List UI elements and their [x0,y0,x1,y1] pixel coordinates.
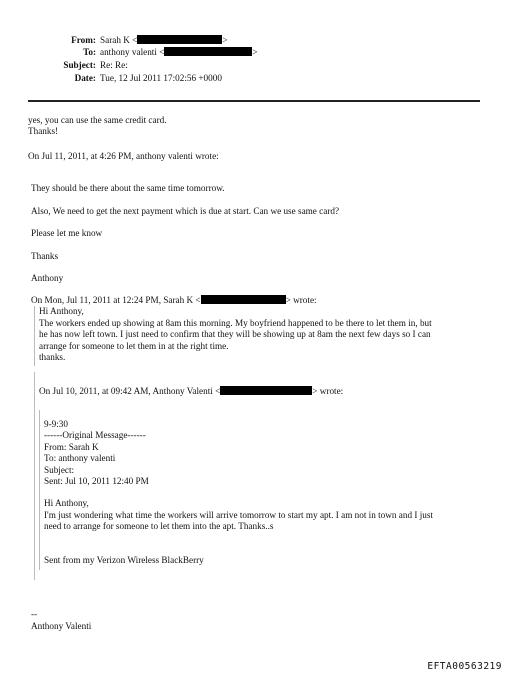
original-to: To: anthony valenti [44,453,116,463]
header-divider [28,100,480,102]
quote-body-line: The workers ended up showing at 8am this morning. My boyfriend happened to be there to let them in, but [39,318,432,328]
from-field [100,35,228,46]
original-from: From: Sarah K [44,442,99,452]
quote-paragraph: Also, We need to get the next payment which is due at start. Can we use same card? [31,206,340,216]
attribution-start: On Mon, Jul 11, 2011 at 12:24 PM, Sarah K < [31,295,201,305]
document-id: EFTA00563219 [427,661,502,672]
attribution-end: > wrote: [312,386,344,396]
signature-dashes: -- [31,609,38,619]
from-value: Sarah K < [100,35,138,45]
quote-body-line: arrange for someone to let them in at the right time. [39,341,229,351]
subject-value: Re: Re: [100,60,128,70]
redaction-box [164,47,252,56]
quote-greeting: Hi Anthony, [39,306,84,316]
quote-attribution [39,386,343,397]
signature-name: Anthony Valenti [31,621,92,631]
reply-line: Thanks! [28,126,59,136]
quote-body-line: I'm just wondering what time the workers will arrive tomorrow to start my apt. I am not in town and I just [44,510,433,520]
quote-bar [34,372,35,580]
redaction-box [137,35,222,44]
quote-paragraph: Thanks [31,251,59,261]
quote-attribution: On Jul 11, 2011, at 4:26 PM, anthony valenti wrote: [28,151,219,161]
quote-paragraph: Please let me know [31,228,103,238]
device-signature: Sent from my Verizon Wireless BlackBerry [44,555,204,565]
redaction-box [220,386,312,395]
date-label: Date: [74,73,96,83]
quote-time: 9-9:30 [44,419,68,429]
to-value: anthony valenti < [100,47,165,57]
date-value: Tue, 12 Jul 2011 17:02:56 +0000 [100,73,222,83]
original-sent: Sent: Jul 10, 2011 12:40 PM [44,476,149,486]
from-end: > [222,35,228,45]
original-message-marker: ------Original Message------ [44,430,146,440]
from-label: From: [71,35,96,45]
quote-body-line: need to arrange for someone to let them into the apt. Thanks..s [44,521,274,531]
quote-paragraph: They should be there about the same time tomorrow. [31,183,225,193]
quote-bar [34,306,35,366]
to-field [100,47,258,58]
quote-greeting: Hi Anthony, [44,498,89,508]
quote-bar [39,410,40,570]
quote-closing: thanks. [39,352,66,362]
quote-body-line: he has now left town. I just need to confirm that they will be showing up at 8am the next few days so I can [39,329,431,339]
attribution-start: On Jul 10, 2011, at 09:42 AM, Anthony Valenti < [39,386,221,396]
original-subject: Subject: [44,465,75,475]
quote-attribution [31,295,317,306]
reply-line: yes, you can use the same credit card. [28,115,167,125]
quote-paragraph: Anthony [31,273,64,283]
subject-label: Subject: [63,60,96,70]
attribution-end: > wrote: [285,295,317,305]
redaction-box [201,295,286,304]
to-label: To: [83,47,96,57]
to-end: > [252,47,258,57]
